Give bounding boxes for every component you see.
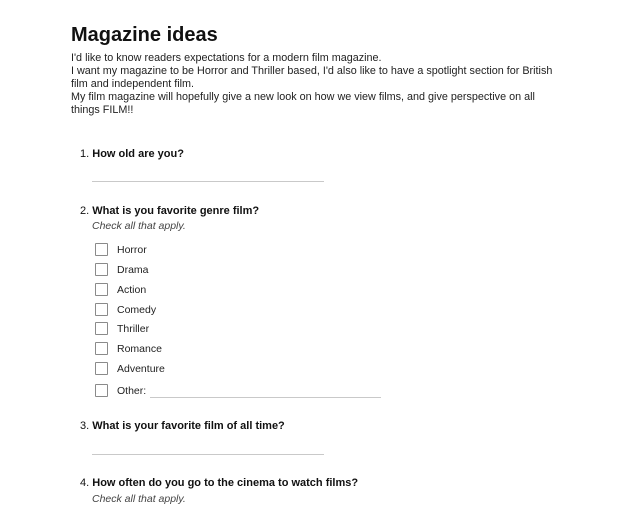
description-line: I'd like to know readers expectations for a modern film magazine. <box>71 52 382 64</box>
question-hint: Check all that apply. <box>92 220 186 232</box>
form-description <box>71 52 561 117</box>
checkbox[interactable] <box>95 384 108 397</box>
checkbox[interactable] <box>95 243 108 256</box>
question-3-heading <box>80 420 285 432</box>
other-text-input[interactable] <box>150 397 381 398</box>
answer-input-age[interactable] <box>92 181 324 182</box>
question-number: 1. <box>80 148 90 160</box>
question-hint: Check all that apply. <box>92 493 186 505</box>
option-label: Adventure <box>117 362 165 375</box>
description-line: My film magazine will hopefully give a new look on how we view films, and give perspective on all things FILM!! <box>71 91 535 116</box>
question-number: 2. <box>80 205 90 217</box>
checkbox[interactable] <box>95 362 108 375</box>
question-2-heading <box>80 205 259 217</box>
option-label: Horror <box>117 243 147 256</box>
option-romance[interactable] <box>95 341 162 356</box>
option-horror[interactable] <box>95 242 147 257</box>
option-action[interactable] <box>95 282 146 297</box>
checkbox[interactable] <box>95 303 108 316</box>
option-comedy[interactable] <box>95 302 156 317</box>
question-1-heading <box>80 148 184 160</box>
option-label: Drama <box>117 263 149 276</box>
question-text: How old are you? <box>92 148 184 160</box>
option-thriller[interactable] <box>95 321 149 336</box>
checkbox[interactable] <box>95 283 108 296</box>
option-label: Thriller <box>117 322 150 335</box>
option-label: Comedy <box>117 303 157 316</box>
question-4-heading <box>80 477 358 489</box>
description-line: I want my magazine to be Horror and Thriller based, I'd also like to have a spotlight section for British film and independent film. <box>71 65 553 90</box>
option-label: Romance <box>117 342 162 355</box>
checkbox[interactable] <box>95 263 108 276</box>
option-label: Other: <box>117 384 147 397</box>
question-text: What is you favorite genre film? <box>92 205 260 217</box>
form-title: Magazine ideas <box>71 24 218 46</box>
checkbox[interactable] <box>95 342 108 355</box>
question-text: What is your favorite film of all time? <box>92 420 285 432</box>
option-drama[interactable] <box>95 262 149 277</box>
checkbox[interactable] <box>95 322 108 335</box>
option-adventure[interactable] <box>95 361 165 376</box>
option-label: Action <box>117 283 147 296</box>
answer-input-favorite-film[interactable] <box>92 454 324 455</box>
question-number: 3. <box>80 420 90 432</box>
question-number: 4. <box>80 477 90 489</box>
question-text: How often do you go to the cinema to watch films? <box>92 477 359 489</box>
option-other[interactable] <box>95 383 146 398</box>
